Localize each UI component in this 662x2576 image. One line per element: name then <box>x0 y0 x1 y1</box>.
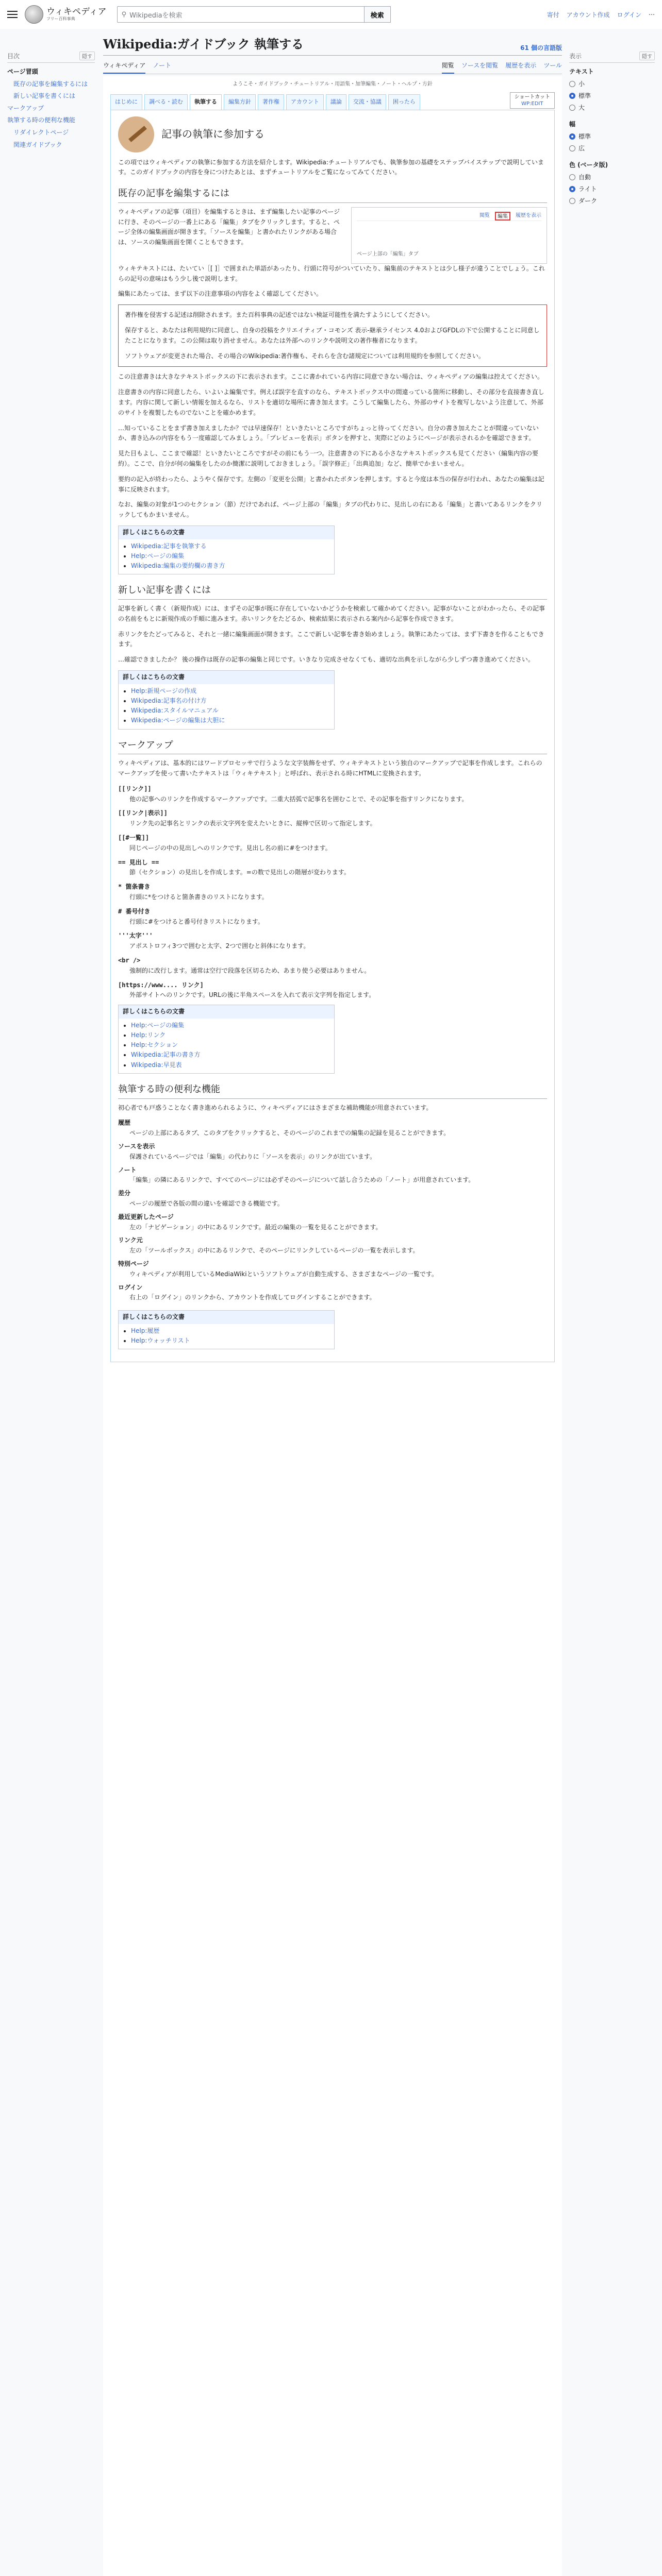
see-also-link[interactable]: Help:履歴 <box>131 1327 160 1334</box>
site-name: ウィキペディア <box>46 7 107 18</box>
appearance-sidebar <box>569 52 655 213</box>
see-also-link[interactable]: Help:ウォッチリスト <box>131 1337 190 1345</box>
user-links <box>547 10 655 19</box>
text-size-small[interactable]: 小 <box>569 78 655 90</box>
toc-item-markup[interactable]: マークアップ <box>7 104 44 112</box>
article-body <box>103 76 562 2576</box>
section-heading-new-article: 新しい記事を書くには <box>118 583 547 600</box>
color-heading: 色 (ベータ版) <box>569 161 608 168</box>
toc-item-top[interactable]: ページ冒頭 <box>7 68 38 75</box>
color-group <box>569 160 655 207</box>
paragraph: …知っていることをまず書き加えましたか？では早速保存！といきたいところですがちょっと待ってください。自分の書き加えたことが間違っていないか、書き込みの内容をもう一度確認してみましょう。「プレビューを表示」ボタンを押すと、実際にどのようにページが表示されるかを確認できます。 <box>118 424 539 442</box>
guide-breadcrumb: ようこそ・ガイドブック・チュートリアル・用語集・加筆編集・ノート・ヘルプ・方針 <box>233 81 433 87</box>
paragraph: 初心者でも戸惑うことなく書き進められるように、ウィキペディアにはさまざまな補助機能が用意されています。 <box>118 1104 433 1111</box>
site-logo[interactable] <box>25 5 107 24</box>
search-button[interactable]: 検索 <box>365 6 391 23</box>
radio-selected-icon <box>569 186 575 192</box>
nav-tab-write[interactable]: 執筆する <box>190 94 222 110</box>
radio-icon <box>569 105 575 111</box>
site-tagline: フリー百科事典 <box>46 16 75 21</box>
radio-icon <box>569 145 575 151</box>
see-also-link[interactable]: Wikipedia:記事の書き方 <box>131 1051 201 1059</box>
section-heading-markup: マークアップ <box>118 738 547 755</box>
nav-tab-community[interactable]: 交流・協議 <box>349 94 386 110</box>
tab-history[interactable]: 履歴を表示 <box>505 62 537 69</box>
paragraph: ウィキテキストには、たいてい［[ ]］で囲まれた単語があったり、行頭に符号がついていたり、編集前のテキストとは少し様子が違うことでしょう。これらの記号の意味はもう少し後で説明します。 <box>118 264 545 282</box>
text-size-heading: テキスト <box>569 68 594 75</box>
toc-item-edit-existing[interactable]: 既存の記事を編集するには <box>13 80 88 88</box>
see-also-box: 詳しくはこちらの文書 • Help:ページの編集 • Help:リンク • Help:セクション • Wikipedia:記事の書き方 • Wikipedia:早見表 <box>118 1005 335 1074</box>
paragraph: 記事を新しく書く（新規作成）には、まずその記事が既に存在していないかどうかを検索して確かめてください。記事がないことがわかったら、その記事の名前をもとに新規作成の手順に進みます。赤いリンクをたどるか、検索結果に表示される案内から記事を作成できます。 <box>118 604 545 622</box>
login-link[interactable]: ログイン <box>617 11 641 19</box>
more-options-icon[interactable]: ⋯ <box>649 11 655 18</box>
nav-tab-help[interactable]: 困ったら <box>388 94 420 110</box>
main-menu-icon[interactable] <box>7 11 18 18</box>
search-icon: ⚲ <box>121 10 127 19</box>
nav-tab-copyright[interactable]: 著作権 <box>258 94 284 110</box>
toc-item-new-article[interactable]: 新しい記事を書くには <box>13 92 76 100</box>
section-heading-edit-existing: 既存の記事を編集するには <box>118 186 547 203</box>
donate-link[interactable]: 寄付 <box>547 11 559 19</box>
text-size-large[interactable]: 大 <box>569 101 655 113</box>
markup-list: [[リンク]] 他の記事へのリンクを作成するマークアップです。二重大括弧で記事名を囲むことで、その記事を指すリンクになります。 [[リンク|表示]] リンク先の記事名とリンクの表示文字列を変えたいときに、縦棒で区切って指定します。 [[#一覧]] 同じページの中の見出しへのリンクです。見出し名の前に#をつけます。 == 見出し == 節（セクション）の見出しを作成します。=の数で見出しの階層が変わります。 * 箇条書き 行頭に*をつけると箇条書きのリストになります。 # 番号付き 行頭に#をつけると番号付きリストになります。 '''太字''' アポストロフィ3つで囲むと太字、2つで囲むと斜体になります。 <br /> 強制的に改行します。通常は空行で段落を区切るため、あまり使う必要はありません。 [https://www.... リンク] 外部サイトへのリンクです。URLの後に半角スペースを入れて表示文字列を指定します。 <box>118 785 468 999</box>
handy-feature-list: 履歴 ページの上部にあるタブ、このタブをクリックすると、そのページのこれまでの編集の記録を見ることができます。 ソースを表示 保護されているページでは「編集」の代わりに「ソースを表示」のリンクが出ています。 ノート 「編集」の隣にあるリンクで、すべてのページには必ずそのページについて話し合うための「ノート」が用意されています。 差分 ページの履歴で各版の間の違いを確認できる機能です。 最近更新したページ 左の「ナビゲーション」の中にあるリンクです。最近の編集の一覧を見ることができます。 リンク元 左の「ツールボックス」の中にあるリンクで、そのページにリンクしているページの一覧を表示します。 特別ページ ウィキペディアが利用しているMediaWikiというソフトウェアが自動生成する、さまざまなページの一覧です。 ログイン 右上の「ログイン」のリンクから、アカウントを作成してログインすることができます。 <box>118 1119 475 1301</box>
text-size-group <box>569 67 655 113</box>
see-also-link[interactable]: Help:リンク <box>131 1031 166 1039</box>
toc-item-related[interactable]: 関連ガイドブック <box>13 141 62 148</box>
shortcut-box: ショートカット WP:EDIT <box>510 92 555 109</box>
intro-title: 記事の執筆に参加する <box>161 128 264 140</box>
intro-box <box>110 110 555 1363</box>
see-also-box: 詳しくはこちらの文書 • Help:履歴 • Help:ウォッチリスト <box>118 1310 335 1349</box>
see-also-link[interactable]: Wikipedia:記事を執筆する <box>131 542 207 550</box>
tab-tools[interactable]: ツール <box>543 62 562 69</box>
nav-tab-read[interactable]: 調べる・読む <box>144 94 188 110</box>
color-dark[interactable]: ダーク <box>569 195 655 207</box>
globe-icon <box>25 5 43 24</box>
nav-tab-intro[interactable]: はじめに <box>110 94 142 110</box>
paragraph: 注意書きの内容に同意したら、いよいよ編集です。例えば誤字を直すのなら、テキストボックス中の間違っている箇所に移動し、その部分を直接書き直します。内容に関して新しい情報を加えるなら、リストを適切な場所に書き加えます。こうして編集したら、外部のサイトを複写しないよう注意して、外部のサイトを複製したものでないことを確かめます。 <box>118 388 544 416</box>
see-also-link[interactable]: Wikipedia:スタイルマニュアル <box>131 707 219 715</box>
paragraph: …確認できましたか？ 後の操作は既存の記事の編集と同じです。いきなり完成させなくても、適切な出典を示しながら少しずつ書き進めてください。 <box>118 656 534 664</box>
color-auto[interactable]: 自動 <box>569 171 655 183</box>
guidebook-nav <box>110 92 555 110</box>
radio-icon <box>569 198 575 204</box>
width-group <box>569 120 655 154</box>
see-also-link[interactable]: Help:ページの編集 <box>131 552 185 560</box>
tab-talk[interactable]: ノート <box>153 62 171 69</box>
toc-sidebar <box>7 52 95 151</box>
screenshot-caption: ページ上部の「編集」タブ <box>357 251 419 258</box>
search-form <box>117 6 391 23</box>
tab-view-source[interactable]: ソースを閲覧 <box>461 62 499 69</box>
see-also-link[interactable]: Help:ページの編集 <box>131 1021 185 1029</box>
toc-item-redirect[interactable]: リダイレクトページ <box>13 128 69 136</box>
tab-read[interactable]: 閲覧 <box>442 59 454 74</box>
color-light[interactable]: ライト <box>569 183 655 195</box>
text-size-standard[interactable]: 標準 <box>569 90 655 101</box>
width-heading: 幅 <box>569 121 576 128</box>
page-title: Wikipedia:ガイドブック 執筆する <box>103 37 304 52</box>
radio-icon <box>569 81 575 87</box>
toc-item-handy[interactable]: 執筆する時の便利な機能 <box>7 116 76 124</box>
see-also-link[interactable]: Wikipedia:早見表 <box>131 1061 182 1069</box>
edit-notice-box: 著作権を侵害する記述は削除されます。また百科事典の記述ではない検証可能性を満たすようにしてください。 保存すると、あなたは利用規約に同意し、自身の投稿をクリエイティブ・コモンズ 表示-継承ライセンス 4.0およびGFDLの下で公開することに同意したことになります。この公開は取り消せません。あなたは外部へのリンクや説明文の著作権者になります。 ソフトウェアが変更された場合、その場合のWikipedia:著作権も、それらを含む諸規定については利用規約を参照してください。 <box>118 304 547 367</box>
radio-selected-icon <box>569 133 575 140</box>
edit-tab-screenshot: 閲覧 編集 履歴を表示 ページ上部の「編集」タブ <box>351 207 547 264</box>
appearance-heading: 表示 <box>569 53 582 60</box>
paragraph: ウィキペディアは、基本的にはワードプロセッサで行うような文字装飾をせず、ウィキテキストという独自のマークアップで記事を作成します。これらのマークアップを使って書いたテキストは「ウィキテキスト」と呼ばれ、表示される時にHTMLに変換されます。 <box>118 759 542 777</box>
paragraph: 編集にあたっては、まず以下の注意事項の内容をよく確認してください。 <box>118 290 323 298</box>
toc-hide-button[interactable]: 隠す <box>79 52 95 60</box>
shortcut-link[interactable]: WP:EDIT <box>521 100 543 107</box>
tab-project[interactable]: ウィキペディア <box>103 59 145 74</box>
paragraph: 見た目もよし、ここまで確認！といきたいところですがその前にもう一つ。注意書きの下にある小さなテキストボックスも見てください（編集内容の要約）。ここで、自分が何の編集をしたのか簡潔に説明しておきましょう。「誤字修正」「出典追加」など、簡単でかまいません。 <box>118 450 539 467</box>
paragraph: この注意書きは大きなテキストボックスの下に表示されます。ここに書かれている内容に同意できない場合は、ウィキペディアの編集は控えてください。 <box>118 373 544 381</box>
create-account-link[interactable]: アカウント作成 <box>566 11 610 19</box>
see-also-box: 詳しくはこちらの文書 • Wikipedia:記事を執筆する • Help:ページの編集 • Wikipedia:編集の要約欄の書き方 <box>118 526 335 574</box>
paragraph: ウィキペディアの記事（項目）を編集するときは、まず編集したい記事のページに行き、そのページの一番上にある「編集」タブをクリックします。すると、ページ全体の編集画面が開きます。「ソースを編集」と書かれたリンクがある場合は、ソースの編集画面を開くこともできます。 <box>118 208 340 246</box>
nav-tab-account[interactable]: アカウント <box>286 94 324 110</box>
search-input[interactable] <box>117 6 365 23</box>
width-standard[interactable]: 標準 <box>569 130 655 142</box>
paragraph: 赤リンクをたどってみると、それと一緒に編集画面が開きます。ここで新しい記事を書き始めましょう。執筆にあたっては、まず下書きを作ることもできます。 <box>118 630 544 648</box>
see-also-link[interactable]: Help:セクション <box>131 1041 178 1049</box>
width-wide[interactable]: 広 <box>569 142 655 154</box>
paragraph: なお、編集の対象が1つのセクション（節）だけであれば、ページ上部の「編集」タブの代わりに、見出しの右にある「編集」と書いてあるリンクをクリックしてもかまいません。 <box>118 501 542 519</box>
see-also-box: 詳しくはこちらの文書 • Help:新規ページの作成 • Wikipedia:記事名の付け方 • Wikipedia:スタイルマニュアル • Wikipedia:ページの編集は大胆に <box>118 670 335 730</box>
page-tabs <box>103 59 562 74</box>
toc-heading: 目次 <box>7 53 20 60</box>
see-also-link[interactable]: Wikipedia:記事名の付け方 <box>131 697 207 704</box>
nav-tab-policy[interactable]: 編集方針 <box>224 94 256 110</box>
search-placeholder: Wikipediaを検索 <box>129 11 183 20</box>
radio-icon <box>569 174 575 180</box>
see-also-link[interactable]: Wikipedia:編集の要約欄の書き方 <box>131 562 225 570</box>
intro-text: この項ではウィキペディアの執筆に参加する方法を紹介します。Wikipedia:チュートリアルでも、執筆参加の基礎をステップバイステップで説明しています。このガイドブックの内容を身につけたあとは、まずチュートリアルをご覧になってみてください。 <box>118 158 544 176</box>
appearance-hide-button[interactable]: 隠す <box>639 52 655 60</box>
highlighted-edit-tab: 編集 <box>495 212 510 221</box>
see-also-link[interactable]: Wikipedia:ページの編集は大胆に <box>131 717 225 724</box>
main-content <box>103 29 562 2576</box>
top-header <box>0 0 662 29</box>
see-also-link[interactable]: Help:新規ページの作成 <box>131 687 197 694</box>
paragraph: 要約の記入が終わったら、ようやく保存です。左側の「変更を公開」と書かれたボタンを押します。すると今度は本当の保存が行われ、あなたの編集は記事に反映されます。 <box>118 475 544 493</box>
radio-selected-icon <box>569 93 575 99</box>
language-button[interactable]: 61 個の言語版 <box>520 44 562 52</box>
section-heading-handy: 執筆する時の便利な機能 <box>118 1082 547 1099</box>
nav-tab-discuss[interactable]: 議論 <box>326 94 346 110</box>
paintbrush-icon <box>118 116 154 152</box>
